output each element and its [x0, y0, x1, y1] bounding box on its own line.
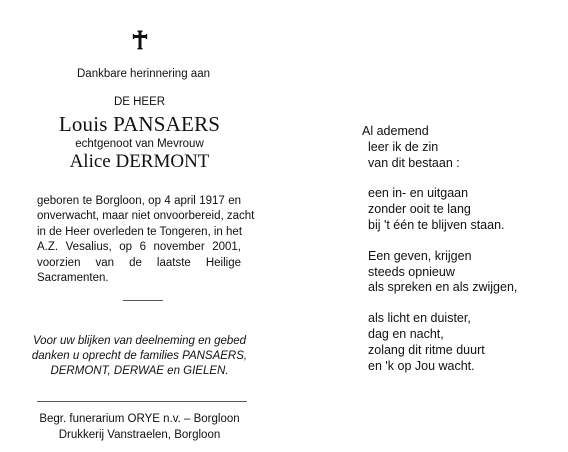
poem-line: als spreken en als zwijgen, [368, 280, 518, 295]
poem-line: leer ik de zin [368, 139, 439, 154]
poem-line: als licht en duister, [368, 311, 471, 326]
poem-line: Een geven, krijgen [368, 248, 472, 263]
divider [123, 300, 163, 301]
spouse-intro: echtgenoot van Mevrouw [75, 138, 204, 150]
biography-line: in de Heer overleden te Tongeren, in het [37, 225, 243, 238]
biography [37, 194, 255, 286]
footer-divider [37, 401, 247, 402]
thanks-message [0, 334, 279, 380]
poem-stanza [362, 186, 517, 233]
footer [0, 412, 279, 443]
gratitude-line: Dankbare herinnering aan [77, 68, 210, 80]
biography-line: Sacramenten. [37, 272, 109, 285]
poem-line: dag en nacht, [368, 326, 444, 341]
poem-line: bij 't één te blijven staan. [368, 217, 505, 232]
biography-line: voorzien van de laatste Heilige [37, 256, 241, 269]
poem-line: zolang dit ritme duurt [368, 342, 485, 357]
poem-stanza [362, 124, 517, 171]
poem-stanza [362, 311, 517, 374]
biography-line: onverwacht, maar niet onvoorbereid, zacht [37, 210, 255, 223]
poem-stanza [362, 249, 517, 296]
poem [362, 124, 517, 389]
footer-line: Drukkerij Vanstraelen, Borgloon [58, 428, 221, 441]
biography-line: A.Z. Vesalius, op 6 november 2001, [37, 241, 241, 254]
poem-line: een in- en uitgaan [368, 186, 469, 201]
spouse-name: Alice DERMONT [69, 151, 210, 172]
thanks-line: danken u oprecht de families PANSAERS, [31, 350, 248, 363]
deceased-name: Louis PANSAERS [58, 112, 221, 136]
poem-line: steeds opnieuw [368, 264, 455, 279]
thanks-line: DERMONT, DERWAE en GIELEN. [50, 365, 229, 378]
poem-line: Al ademend [362, 124, 429, 138]
footer-line: Begr. funerarium ORYE n.v. – Borgloon [39, 413, 240, 425]
title-line: DE HEER [113, 96, 166, 108]
cross-icon [128, 30, 152, 50]
thanks-line: Voor uw blijken van deelneming en gebed [32, 335, 247, 347]
poem-line: zonder ooit te lang [368, 202, 471, 217]
poem-line: van dit bestaan : [368, 155, 460, 170]
poem-line: en 'k op Jou wacht. [368, 358, 475, 373]
biography-line: geboren te Borgloon, op 4 april 1917 en [37, 195, 241, 207]
